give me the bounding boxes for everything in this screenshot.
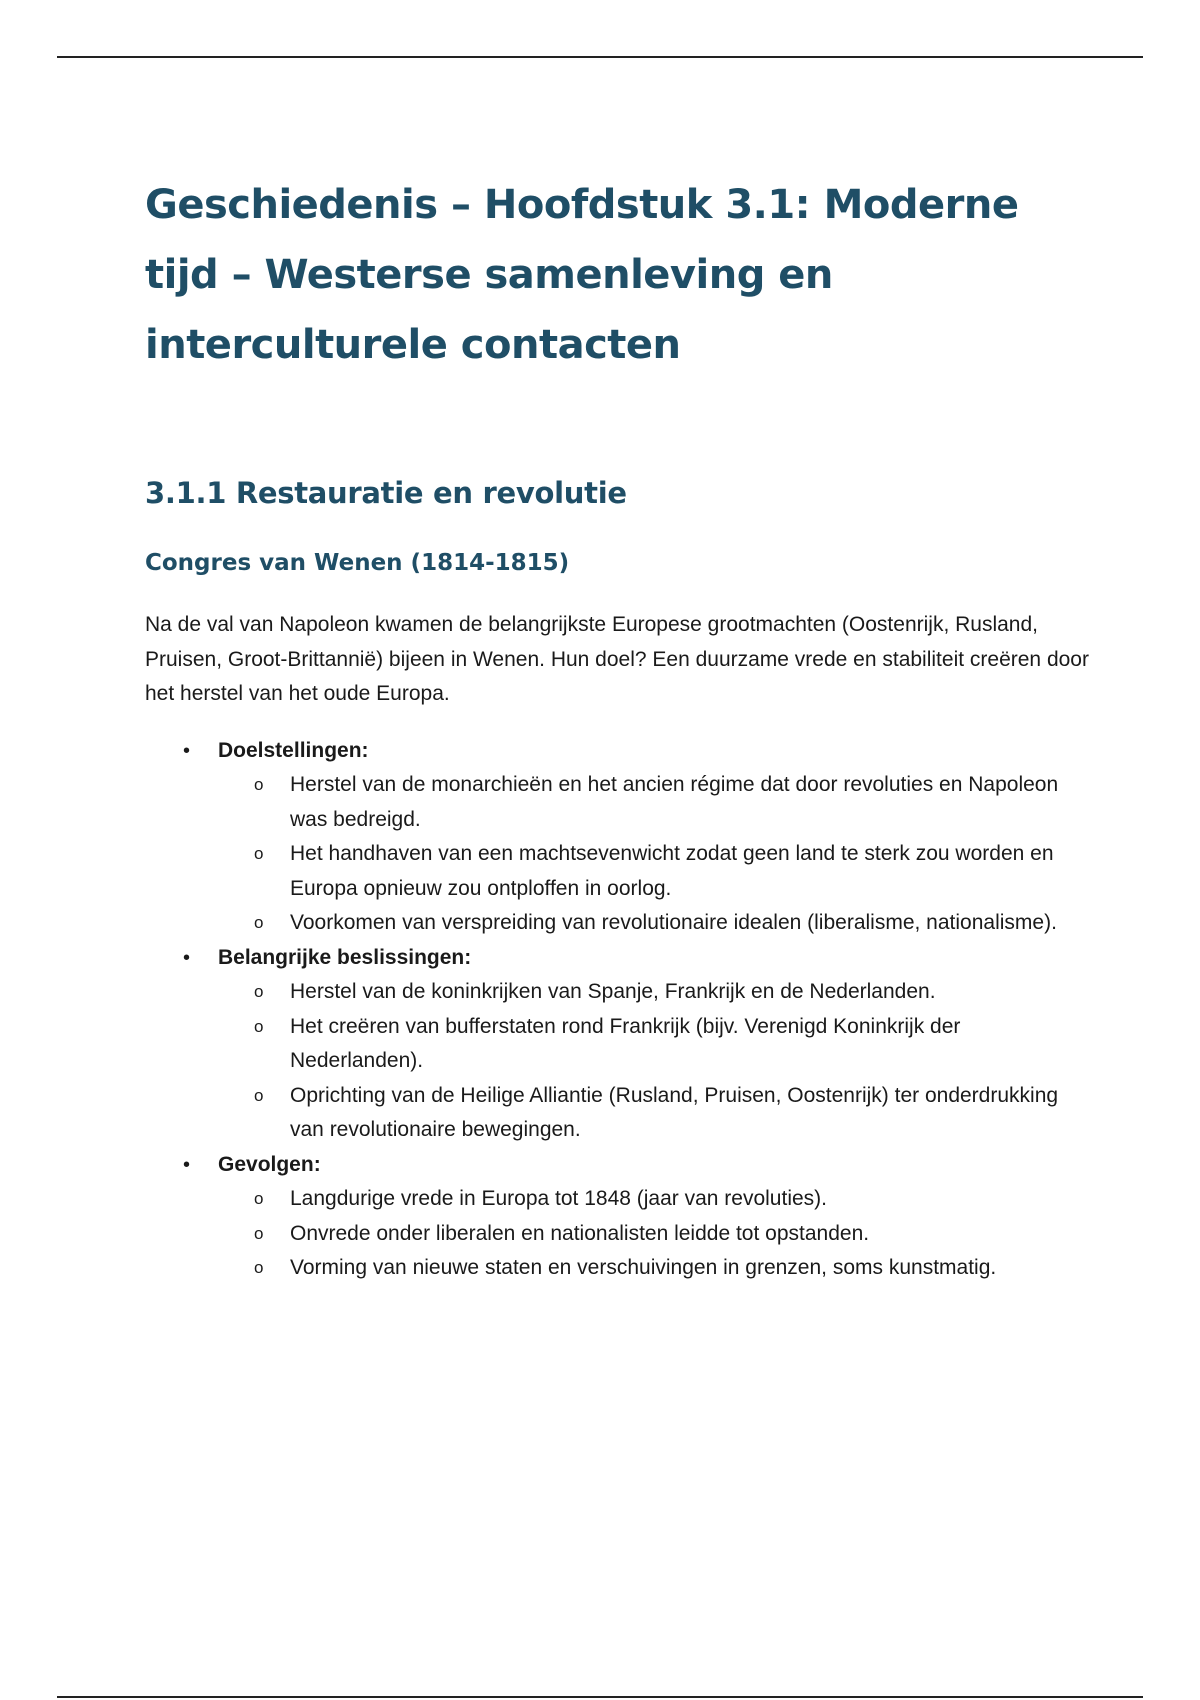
sub-list [218,1182,1095,1286]
bullet-icon: • [183,946,191,969]
list-label: Gevolgen: [218,1152,321,1176]
sub-list-item [218,975,1095,1010]
sub-list-text: Herstel van de koninkrijken van Spanje, Frankrijk en de Nederlanden. [290,980,936,1003]
sub-list-text: Vorming van nieuwe staten en verschuivingen in grenzen, soms kunstmatig. [290,1256,997,1279]
document-body [145,170,1095,1286]
document-title: Geschiedenis – Hoofdstuk 3.1: Moderne tijd – Westerse samenleving en interculturele contacten [145,182,1019,368]
list-item-doelstellingen [145,734,1095,941]
circle-bullet-icon: o [254,844,264,863]
sub-list-text: Voorkomen van verspreiding van revolutionaire idealen (liberalisme, nationalisme). [290,911,1057,934]
sub-list-item [218,1217,1095,1252]
sub-list-item [218,1182,1095,1217]
circle-bullet-icon: o [254,913,264,932]
sub-list-item [218,1010,1095,1079]
circle-bullet-icon: o [254,1085,264,1105]
sub-list-text: Het handhaven van een machtsevenwicht zodat geen land te sterk zou worden en Europa opnieuw zou ontploffen in oorlog. [290,842,1054,900]
sub-list [218,975,1095,1148]
sub-list-text: Oprichting van de Heilige Alliantie (Rusland, Pruisen, Oostenrijk) ter onderdrukking van revolutionaire bewegingen. [290,1083,1059,1141]
sub-list-item [218,837,1095,906]
list-item-gevolgen [145,1148,1095,1286]
circle-bullet-icon: o [254,1258,264,1277]
circle-bullet-icon: o [254,775,264,794]
circle-bullet-icon: o [254,1016,264,1036]
circle-bullet-icon: o [254,982,264,1001]
sub-list-text: Onvrede onder liberalen en nationalisten leidde tot opstanden. [290,1221,870,1245]
sub-list [218,768,1095,941]
sub-list-text: Langdurige vrede in Europa tot 1848 (jaar van revoluties). [290,1187,827,1210]
sub-list-text: Herstel van de monarchieën en het ancien régime dat door revoluties en Napoleon was bedreigd. [290,773,1059,831]
page-top-rule [57,56,1143,58]
intro-paragraph: Na de val van Napoleon kwamen de belangrijkste Europese grootmachten (Oostenrijk, Rusland, Pruisen, Groot-Brittannië) bijeen in Wenen. Hun doel? Een duurzame vrede en stabiliteit creëren door het herstel van het oude Europa. [145,613,1089,705]
sub-list-text: Het creëren van bufferstaten rond Frankrijk (bijv. Verenigd Koninkrijk der Nederlanden). [290,1014,961,1072]
sub-list-item [218,1251,1095,1286]
page-bottom-rule [57,1696,1143,1698]
bullet-icon: • [183,1153,191,1176]
circle-bullet-icon: o [254,1223,264,1243]
section-heading: 3.1.1 Restauratie en revolutie [145,476,627,510]
sub-list-item [218,1079,1095,1148]
list-label: Doelstellingen: [218,738,369,762]
bullet-list [145,734,1095,1286]
sub-list-item [218,768,1095,837]
list-item-beslissingen [145,941,1095,1148]
bullet-icon: • [183,739,191,762]
circle-bullet-icon: o [254,1189,264,1208]
list-label: Belangrijke beslissingen: [218,945,472,969]
sub-list-item [218,906,1095,941]
subsection-heading: Congres van Wenen (1814-1815) [145,550,570,576]
